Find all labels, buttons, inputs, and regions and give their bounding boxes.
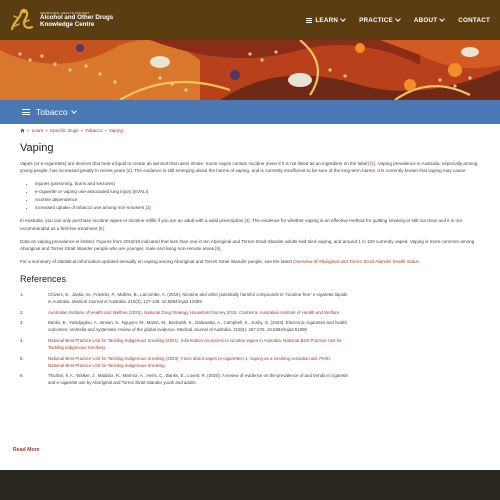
lizard-logo-icon — [6, 5, 36, 35]
logo-line-2: Knowledge Centre — [40, 20, 95, 28]
logo-org-name: ABORIGINAL HEALTH INFONET — [40, 10, 90, 15]
breadcrumb-specific-drugs[interactable]: Specific drugs — [49, 128, 79, 133]
breadcrumb-separator: » — [104, 128, 107, 133]
reference-item: 3. Banks, E., Yazidjoglou, A., Brown, S., Nguyen, M., Martin, M., Beckwith, K., Daluwatta, A., Campbell, S., Joshy, G. (2023). Electronic cigarettes and health outcomes: umbrella and systematic review of the global evidence. Medical Journal of Australia, 218(6), 267-275. 10.5694/mja2.51890 — [20, 320, 347, 333]
reference-item[interactable]: 5. National Best Practice Unit for Tackling Indigenous Smoking (2023). Facts about vapes (e-cigarettes) 1: vaping as a smoking cessation aid. Perth: National Best Practice Unit for Tackling Indigenous Smoking. — [20, 355, 332, 368]
citation-link[interactable]: [3] — [145, 204, 151, 210]
section-label: Tobacco — [36, 107, 68, 117]
nav-practice[interactable] — [359, 17, 400, 24]
breadcrumb-tobacco[interactable]: Tobacco — [85, 128, 103, 133]
list-item: • e-cigarette or vaping use-associated lung injury (EVALI) — [35, 188, 480, 196]
nav-learn-label: LEARN — [315, 16, 339, 24]
references-heading: References — [20, 273, 67, 284]
citation-link[interactable]: [4] — [244, 218, 250, 224]
harms-list — [35, 180, 480, 211]
reference-item[interactable]: 4. National Best Practice Unit for Tackling Indigenous Smoking (2021). Information on access to nicotine vapes in Australia: National Best Practice Unit for Tackling Indigenous Smoking. — [20, 338, 342, 350]
overview-link[interactable]: Overview of Aboriginal and Torres Strait Islander health status — [293, 258, 419, 264]
nav-practice-label: PRACTICE — [359, 16, 393, 24]
reference-item: 1. Chivers, E., Janka, M., Franklin, P., Mullins, B., Larcombe, A. (2019). Nicotine and other potentially harmful compounds in “nicotine-free” e-cigarette liquids in Australia. Medical Journal of Australia, 210(3), 127-128. 10.5694/mja2.12059 — [20, 291, 348, 304]
breadcrumb — [20, 128, 480, 133]
home-icon[interactable] — [20, 128, 25, 133]
citation-link[interactable]: [6] — [215, 245, 221, 251]
list-item: • increased uptake of tobacco use among non-smokers [3] — [35, 204, 480, 212]
nav-learn[interactable] — [306, 17, 345, 24]
breadcrumb-separator: » — [80, 128, 84, 133]
breadcrumb-vaping: Vaping — [108, 128, 123, 133]
menu-icon — [22, 109, 30, 115]
nav-contact[interactable] — [458, 17, 490, 24]
main-content — [20, 126, 480, 391]
citation-link[interactable]: [5] — [98, 225, 104, 231]
summary-paragraph: For a summary of statistical information updated annually on vaping among Aboriginal and Torres Strait Islander people, see the latest Overview of Aboriginal and Torres Strait Islander health status. — [20, 258, 421, 264]
nav-contact-label: CONTACT — [458, 16, 490, 24]
list-item: • nicotine dependence — [35, 196, 480, 204]
logo-line-1: Alcohol and Other Drugs — [40, 14, 114, 22]
chevron-down-icon — [439, 16, 445, 22]
content-fade-overlay — [0, 398, 500, 442]
citation-link[interactable]: [1] — [370, 161, 376, 166]
reference-item: 6. Thurber, K.A., Walker, J., Maddox, R., Marmor, A., Heris, C., Banks, E., Lovett, R. (2020). A review of evidence on the prevalence of and trends in cigarette and e-cigarette use by Aboriginal and Torres Strait Islander youth and adults. — [20, 373, 349, 386]
reference-item[interactable]: 2. Australian Institute of Health and Welfare (2020). National Drug Strategy Household Survey 2019. Canberra: Australian Institute of Health and Welfare. — [20, 309, 341, 315]
chevron-down-icon — [71, 108, 77, 114]
citation-link[interactable]: [2] — [126, 168, 132, 174]
page-title: Vaping — [20, 142, 54, 154]
breadcrumb-separator: » — [27, 128, 30, 133]
site-footer — [0, 470, 500, 500]
chevron-down-icon — [340, 16, 346, 22]
nav-about-label: ABOUT — [413, 16, 438, 24]
breadcrumb-learn[interactable]: Learn — [31, 128, 44, 133]
intro-paragraph: Vapes (or e-cigarettes) are devices that heat a liquid to create an aerosol that users inhale. Some vapes contain nicotine (even if it is not listed as an ingredient on the label) [1]. Vaping prevalence in Australia, especially among young people, has increased greatly in recent years [2]. The evidence is still emerging about the harms of vaping, and is currently insufficient to be sure of the long-term harms. It is currently known that vaping may cause: — [20, 161, 478, 174]
prevalence-paragraph: Data on vaping prevalence is limited. Figures from 2018/19 indicated that less than one in ten Aboriginal and Torres Strait Islander adults had tried vaping, and around 1 in 100 currently vaped. Vaping is more common among Aboriginal and Torres Strait Islander people who are younger, male and living non-remote areas [6]. — [20, 238, 475, 251]
chevron-down-icon — [395, 16, 401, 22]
prescription-paragraph: In Australia, you can only purchase nicotine vapes or nicotine refills if you are an adult with a valid prescription [4]. The evidence for whether vaping is an effective method for quitting smoking is still not clear and it is not recommended as a first-line treatment [5]. — [20, 218, 462, 231]
nav-about[interactable] — [414, 17, 444, 24]
read-more-link[interactable]: Read More — [13, 447, 40, 453]
aboriginal-artwork-image — [0, 40, 500, 100]
site-header — [0, 0, 500, 40]
breadcrumb-separator: » — [45, 128, 48, 133]
list-item: • injuries (poisoning, burns and seizures) — [35, 180, 480, 188]
site-logo[interactable] — [6, 5, 113, 35]
banner-artwork — [0, 40, 500, 100]
menu-icon — [306, 18, 312, 23]
section-menu-bar[interactable] — [0, 100, 500, 124]
references-list — [20, 292, 480, 387]
main-nav — [306, 0, 490, 40]
